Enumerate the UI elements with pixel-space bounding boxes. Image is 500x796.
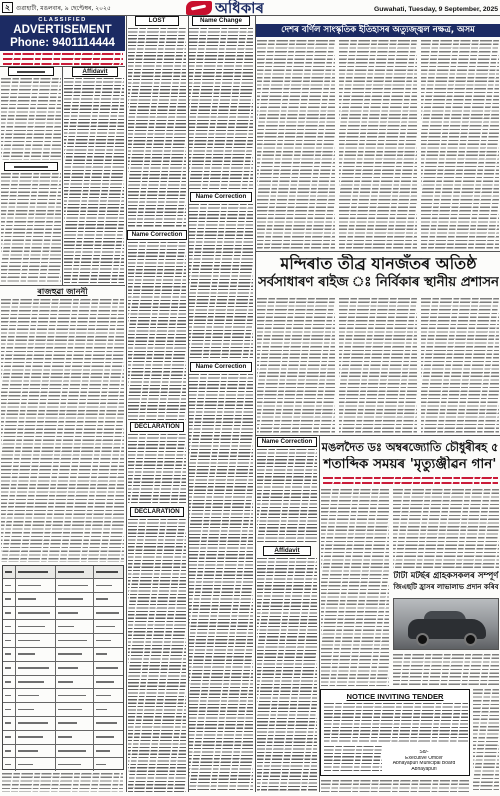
bottom-article-text (321, 780, 469, 792)
table-cell (3, 689, 15, 702)
tata-car-photo (393, 598, 499, 650)
table-cell (3, 579, 15, 592)
table-cell (93, 703, 123, 716)
logo-emblem-icon (186, 1, 212, 15)
table-cell (55, 662, 93, 675)
table-cell (3, 717, 15, 730)
col-a-ad-text (1, 78, 61, 160)
table-cell (15, 662, 55, 675)
headline-line: জিএছটি হ্ৰাসৰ লাভালাভ প্ৰদান কৰিব (393, 583, 499, 591)
disclaimer-text (3, 53, 123, 65)
table-cell (3, 648, 15, 661)
ad-heading-name-correction-2: Name Correction (190, 192, 252, 202)
table-cell (93, 620, 123, 633)
culture-article-text-col-2 (339, 40, 417, 249)
table-row (3, 688, 123, 702)
ad-heading-name-correction-3: Name Correction (190, 362, 252, 372)
notice-signature-text (2, 773, 123, 792)
logo-text: অধিকাৰ (215, 0, 264, 16)
table-cell (55, 579, 93, 592)
table-cell (3, 745, 15, 758)
table-cell (3, 607, 15, 620)
culture-article-text-col-3 (421, 40, 499, 249)
tender-body-text (324, 703, 468, 743)
table-row (3, 619, 123, 633)
table-cell (93, 731, 123, 744)
col-a-heading (8, 67, 54, 76)
table-cell (55, 689, 93, 702)
table-cell (55, 593, 93, 606)
tender-signature (382, 750, 466, 773)
table-cell (55, 731, 93, 744)
culture-article-text-col-1 (257, 40, 335, 249)
table-cell (15, 620, 55, 633)
table-cell (15, 676, 55, 689)
table-cell (55, 634, 93, 647)
column-rule (126, 16, 127, 792)
table-cell (15, 758, 55, 771)
table-cell (93, 676, 123, 689)
name-correction-text (128, 242, 186, 420)
music-article-text-col-2 (393, 489, 499, 568)
section-rule (0, 285, 125, 286)
table-cell (55, 745, 93, 758)
declaration-text (128, 434, 186, 505)
table-cell (55, 648, 93, 661)
headline-line: সৰ্বসাধাৰণ ৰাইজ ঃ নিৰ্বিকাৰ স্থানীয় প্ৰশাসন (258, 275, 499, 290)
name-change-text (189, 28, 253, 190)
column-rule (62, 66, 63, 285)
affidavit-text (64, 78, 124, 283)
signature-line: Sd/- (419, 749, 429, 755)
table-cell (15, 703, 55, 716)
table-cell (15, 579, 55, 592)
table-row (3, 716, 123, 730)
table-cell (15, 634, 55, 647)
table-cell (55, 620, 93, 633)
table-row (3, 757, 123, 771)
music-article-text-col-1 (321, 489, 389, 686)
headline-line: টাটা মটৰ্ছৰ গ্ৰাহকসকলৰ সম্পূৰ্ণ (393, 571, 499, 581)
table-cell (15, 745, 55, 758)
table-cell (15, 717, 55, 730)
ad-heading-affidavit: Affidavit (72, 67, 118, 77)
classified-phone: Phone: 9401114444 (10, 37, 115, 49)
signature-line: Abhayapuri Municipal Board (392, 761, 456, 767)
table-cell (93, 648, 123, 661)
table-header-cell (93, 566, 123, 578)
lost-ad-text (128, 28, 186, 228)
col-a-ad-text-2 (1, 173, 61, 283)
ad-heading-name-change: Name Change (192, 16, 250, 26)
table-header-cell (55, 566, 93, 578)
table-row (3, 730, 123, 744)
table-cell (55, 676, 93, 689)
table-cell (3, 758, 15, 771)
tata-article-text (393, 654, 499, 686)
tata-article-text-cont (473, 689, 499, 792)
table-cell (93, 689, 123, 702)
date-english: Guwahati, Tuesday, 9 September, 2025 (373, 6, 498, 13)
tender-title: NOTICE INVITING TENDER (346, 692, 444, 701)
table-cell (15, 593, 55, 606)
declaration-text-2 (128, 519, 186, 792)
table-cell (15, 607, 55, 620)
table-cell (3, 676, 15, 689)
affidavit-text-2 (257, 558, 317, 792)
classified-banner (0, 16, 125, 51)
signature-line: Executive Officer (405, 755, 443, 761)
public-notice-heading: ৰাজহুৱা জাননী (37, 287, 88, 296)
table-header-cell (3, 566, 15, 578)
table-row (3, 661, 123, 675)
table-cell (3, 731, 15, 744)
ad-heading-name-correction-4: Name Correction (257, 437, 317, 447)
table-row (3, 578, 123, 592)
table-cell (93, 662, 123, 675)
classified-title: ADVERTISEMENT (13, 24, 112, 36)
traffic-article-text-col-2 (339, 298, 417, 433)
name-correction-text-2 (189, 204, 253, 360)
table-cell (3, 634, 15, 647)
tender-reference-text (324, 746, 382, 772)
traffic-article-text-col-1 (257, 298, 335, 433)
table-cell (15, 731, 55, 744)
headline-line: মন্দিৰাত তীব্ৰ যানজঁতৰ অতিষ্ঠ (280, 254, 477, 273)
ad-heading-name-correction: Name Correction (127, 230, 187, 240)
name-correction-text-4 (257, 449, 317, 544)
table-cell (15, 689, 55, 702)
name-correction-text-3 (189, 374, 253, 792)
traffic-article-headline (258, 254, 499, 292)
page-number: ২ (2, 2, 13, 13)
table-row (3, 592, 123, 606)
notice-table (2, 565, 124, 770)
col-a-heading-2 (4, 162, 58, 171)
date-assamese: গুৱাহাটী, মঙলবাৰ, ৯ ছেপ্টেম্বৰ, ২০২৫ (16, 5, 111, 12)
culture-article-headline: দেশৰ বৰ্ণিল সাংস্কৃতিক ইতিহাসৰ অত্যুজ্জ্বল নক্ষত্ৰ, অসম (256, 24, 500, 37)
section-rule (256, 435, 500, 436)
masthead-logo (186, 0, 310, 16)
table-cell (93, 758, 123, 771)
ad-heading-declaration: DECLARATION (130, 422, 184, 432)
headline-line: শতাব্দিক সময়ৰ 'মৃত্যুঞ্জীৱন গান' (323, 456, 497, 472)
public-notice-text (1, 299, 124, 562)
table-cell (3, 593, 15, 606)
car-wheel (464, 633, 477, 646)
headline-line: মঙলদৈত ডঃ অম্বৰজ্যোতি চৌধুৰীৰহ ৫ (321, 441, 499, 454)
table-row (3, 647, 123, 661)
table-cell (93, 717, 123, 730)
table-cell (93, 745, 123, 758)
table-row (3, 702, 123, 716)
table-row (3, 606, 123, 620)
column-rule (255, 16, 256, 792)
ad-heading-affidavit-2: Affidavit (263, 546, 311, 556)
classified-label: CLASSIFIED (38, 17, 87, 23)
table-cell (3, 662, 15, 675)
section-rule (256, 251, 500, 252)
table-row (3, 675, 123, 689)
table-cell (93, 593, 123, 606)
ad-heading-lost: LOST (135, 16, 179, 26)
signature-line: Abhayapuri (411, 767, 437, 773)
table-cell (3, 703, 15, 716)
tata-article-headline (393, 571, 499, 593)
table-cell (55, 703, 93, 716)
ad-heading-declaration-2: DECLARATION (130, 507, 184, 517)
table-header-cell (15, 566, 55, 578)
car-wheel (416, 633, 429, 646)
music-article-subheadline (323, 477, 498, 486)
table-cell (15, 648, 55, 661)
music-article-headline (321, 439, 499, 473)
table-header-row (3, 566, 123, 578)
table-cell (55, 717, 93, 730)
table-row (3, 744, 123, 758)
table-cell (55, 607, 93, 620)
table-cell (3, 620, 15, 633)
traffic-article-text-col-3 (421, 298, 499, 433)
table-cell (93, 607, 123, 620)
tender-notice (320, 689, 470, 776)
table-cell (55, 758, 93, 771)
table-cell (93, 634, 123, 647)
table-cell (93, 579, 123, 592)
table-row (3, 633, 123, 647)
